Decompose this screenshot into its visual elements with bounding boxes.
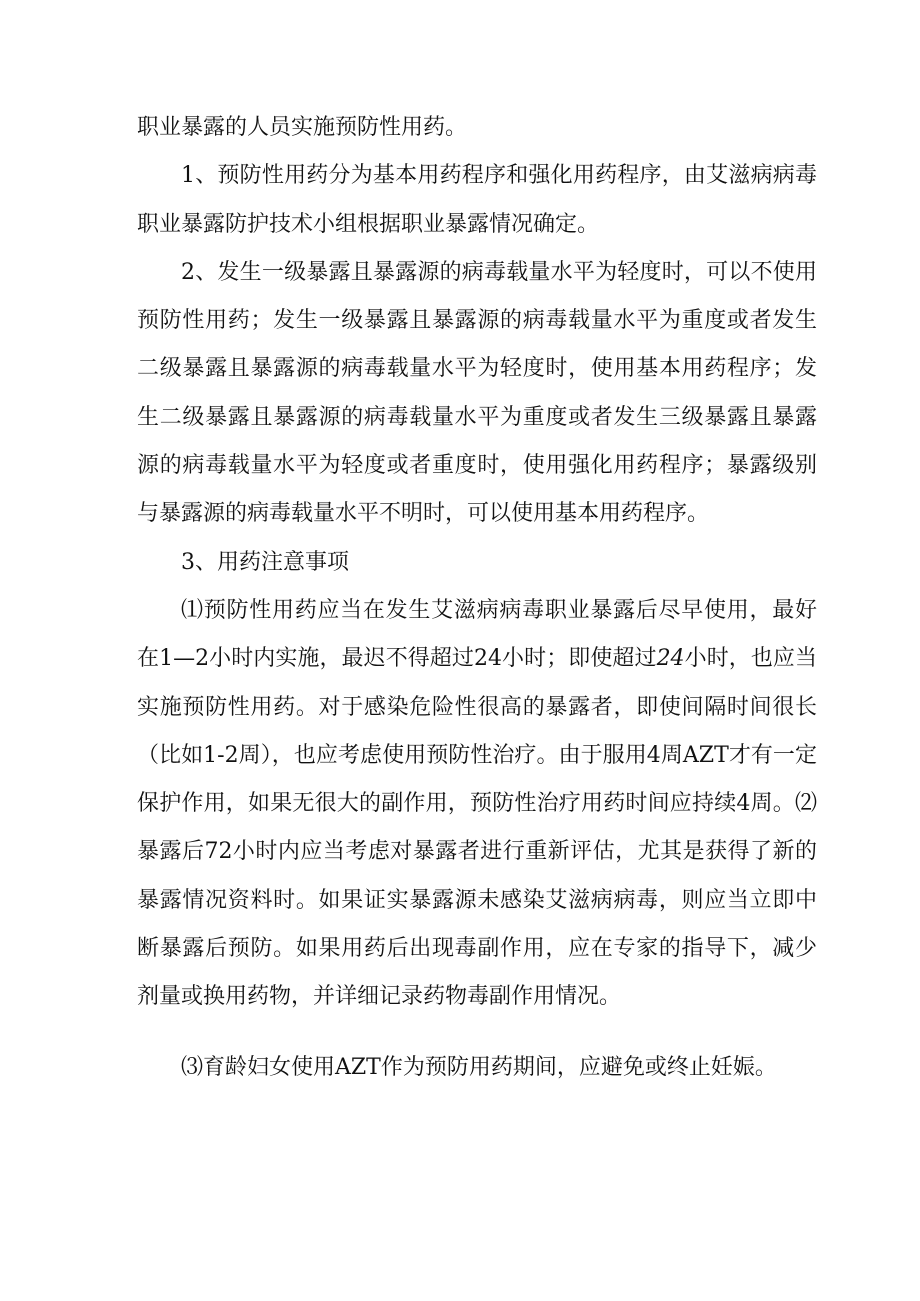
document-body [137, 104, 817, 1092]
paragraph-3-1-text-before: ⑴预防性用药应当在发生艾滋病病毒职业暴露后尽早使用，最好在1—2小时内实施，最迟不得超过24小时；即使超过 [137, 597, 817, 672]
paragraph-item-1: 1、预防性用药分为基本用药程序和强化用药程序，由艾滋病病毒职业暴露防护技术小组根据职业暴露情况确定。 [137, 163, 817, 237]
paragraph-item-3-heading: 3、用药注意事项 [181, 549, 349, 575]
paragraph-item-3-1 [137, 587, 817, 1022]
paragraph-item-2: 2、发生一级暴露且暴露源的病毒载量水平为轻度时，可以不使用预防性用药；发生一级暴露且暴露源的病毒载量水平为重度或者发生二级暴露且暴露源的病毒载量水平为轻度时，使用基本用药程序；发生二级暴露且暴露源的病毒载量水平为重度或者发生三级暴露且暴露源的病毒载量水平为轻度或者重度时，使用强化用药程序；暴露级别与暴露源的病毒载量水平不明时，可以使用基本用药程序。 [137, 259, 817, 527]
paragraph-3-1-italic-number: 24 [656, 646, 685, 672]
paragraph-3-1-text-after: 小时，也应当实施预防性用药。对于感染危险性很高的暴露者，即使间隔时间很长（比如1-2周），也应考虑使用预防性治疗。由于服用4周AZT才有一定保护作用，如果无很大的副作用，预防性治疗用药时间应持续4周。⑵暴露后72小时内应当考虑对暴露者进行重新评估，尤其是获得了新的暴露情况资料时。如果证实暴露源未感染艾滋病病毒，则应当立即中断暴露后预防。如果用药后出现毒副作用，应在专家的指导下，减少剂量或换用药物，并详细记录药物毒副作用情况。 [137, 646, 817, 1010]
paragraph-continuation: 职业暴露的人员实施预防性用药。 [137, 115, 468, 140]
paragraph-item-3-3: ⑶育龄妇女使用AZT作为预防用药期间，应避免或终止妊娠。 [181, 1054, 777, 1080]
